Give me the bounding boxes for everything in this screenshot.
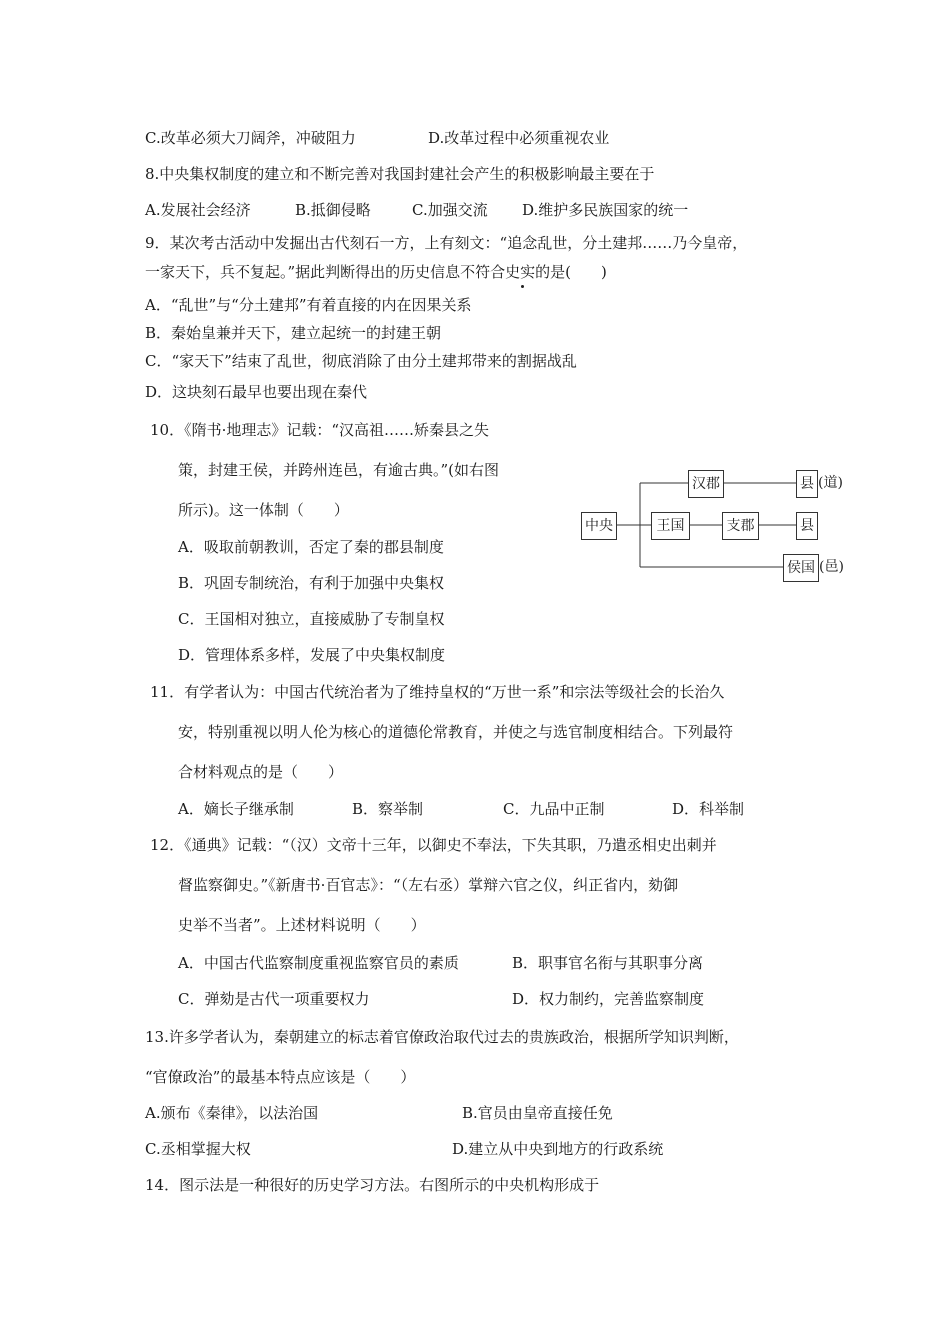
q12-option-d: D．权力制约，完善监察制度 [512,990,705,1008]
q12-stem-line1: 12．《通典》记载：“（汉）文帝十三年，以御史不奉法，下失其职，乃遣丞相史出刺并 [150,836,717,854]
q11-option-d: D．科举制 [672,800,745,818]
q9-option-b: B．秦始皇兼并天下，建立起统一的封建王朝 [145,324,442,342]
label-dao: (道) [818,475,843,491]
q8-option-a: A.发展社会经济 [145,201,251,219]
q13-stem-line2: “官僚政治”的最基本特点应该是（ ） [145,1068,416,1086]
q11-stem-line1: 11．有学者认为：中国古代统治者为了维持皇权的“万世一系”和宗法等级社会的长治久 [150,683,725,701]
q12-stem-line3: 史举不当者”。上述材料说明（ ） [178,916,426,934]
box-county-top: 县 [796,470,818,498]
box-han-commandery: 汉郡 [688,470,724,498]
q9-option-a: A．“乱世”与“分土建邦”有着直接的内在因果关系 [145,296,472,314]
q10-stem-line3: 所示)。这一体制（ ） [178,501,349,519]
q13-option-d: D.建立从中央到地方的行政系统 [452,1140,664,1158]
q11-option-a: A．嫡长子继承制 [178,800,294,818]
box-kingdom: 王国 [651,512,690,540]
box-central: 中央 [581,512,617,540]
q9-stem-line2: 一家天下，兵不复起。”据此判断得出的历史信息不符合史实的是( ) [145,263,607,281]
label-yi: (邑) [819,559,844,575]
box-marquisate: 侯国 [783,554,819,582]
box-branch-commandery: 支郡 [722,512,759,540]
q9-option-c: C．“家天下”结束了乱世，彻底消除了由分土建邦带来的割据战乱 [145,352,577,370]
q12-option-c: C．弹劾是古代一项重要权力 [178,990,370,1008]
q10-option-d: D．管理体系多样，发展了中央集权制度 [178,646,446,664]
q7-option-c: C.改革必须大刀阔斧，冲破阻力 [145,129,356,147]
q10-option-a: A．吸取前朝教训，否定了秦的郡县制度 [178,538,444,556]
q10-stem-line1: 10．《隋书·地理志》记载：“汉高祖……矫秦县之失 [150,421,490,439]
box-county-mid: 县 [796,512,818,540]
q9-stem-line1: 9．某次考古活动中发掘出古代刻石一方，上有刻文：“追念乱世，分土建邦……乃今皇帝， [145,234,748,252]
q13-option-c: C.丞相掌握大权 [145,1140,251,1158]
q14-stem-line1: 14．图示法是一种很好的历史学习方法。右图所示的中央机构形成于 [145,1176,600,1194]
q9-option-d: D．这块刻石最早也要出现在秦代 [145,383,368,401]
q8-option-c: C.加强交流 [412,201,488,219]
q7-option-d: D.改革过程中必须重视农业 [428,129,610,147]
q10-option-c: C．王国相对独立，直接威胁了专制皇权 [178,610,445,628]
q12-option-a: A．中国古代监察制度重视监察官员的素质 [178,954,459,972]
q10-option-b: B．巩固专制统治，有利于加强中央集权 [178,574,445,592]
q11-stem-line2: 安，特别重视以明人伦为核心的道德伦常教育，并使之与选官制度相结合。下列最符 [178,723,734,741]
q8-stem: 8.中央集权制度的建立和不断完善对我国封建社会产生的积极影响最主要在于 [145,165,655,183]
q11-option-c: C．九品中正制 [503,800,605,818]
q13-option-a: A.颁布《秦律》，以法治国 [145,1104,319,1122]
q10-stem-line2: 策，封建王侯，并跨州连邑，有逾古典。”(如右图 [178,461,500,479]
q8-option-d: D.维护多民族国家的统一 [522,201,689,219]
q12-option-b: B．职事官名衔与其职事分离 [512,954,704,972]
q12-stem-line2: 督监察御史。”《新唐书·百官志》：“（左右丞）掌辩六官之仪，纠正省内，劾御 [178,876,679,894]
q11-stem-line3: 合材料观点的是（ ） [178,763,344,781]
q11-option-b: B．察举制 [352,800,424,818]
q13-option-b: B.官员由皇帝直接任免 [462,1104,613,1122]
q8-option-b: B.抵御侵略 [295,201,371,219]
q13-stem-line1: 13.许多学者认为，秦朝建立的标志着官僚政治取代过去的贵族政治，根据所学知识判断， [145,1028,739,1046]
